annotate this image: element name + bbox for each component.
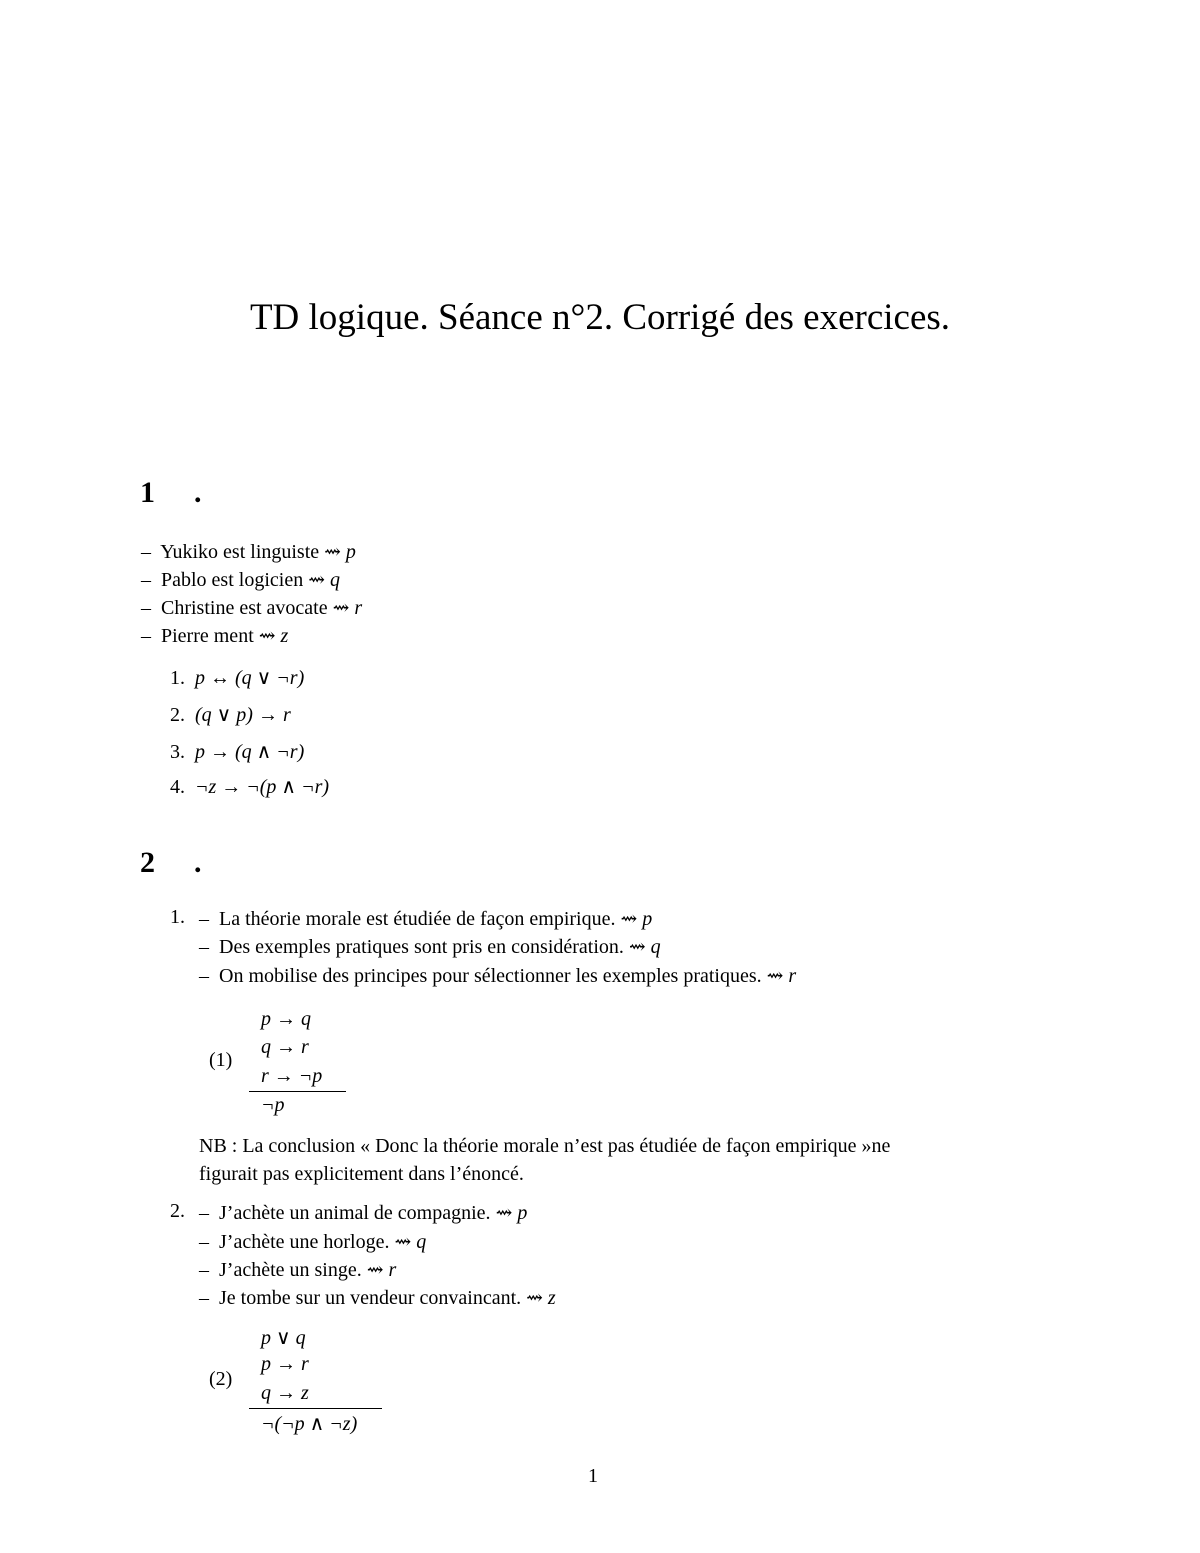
argument-label: (2) (209, 1368, 233, 1390)
section-number: 2 (140, 846, 155, 879)
page-number: 1 (588, 1465, 598, 1487)
note-line: NB : La conclusion « Donc la théorie morale n’est pas étudiée de façon empirique »ne (199, 1135, 891, 1157)
formula-item: 3. p → (q ∧ ¬r) (170, 741, 305, 763)
list-item: – Christine est avocate ⇝ r (141, 597, 363, 619)
list-item: – Yukiko est linguiste ⇝ p (141, 541, 356, 563)
argument-label: (1) (209, 1049, 233, 1071)
section-1-heading (140, 476, 202, 510)
list-item: – Pierre ment ⇝ z (141, 625, 289, 647)
inference-line (249, 1091, 346, 1092)
section-number: 1 (140, 476, 155, 509)
list-item: – Je tombe sur un vendeur convaincant. ⇝ z (199, 1287, 556, 1309)
formula-item: 4. ¬z → ¬(p ∧ ¬r) (170, 776, 330, 798)
section-dot: . (194, 476, 202, 509)
formula-item: 2. (q ∨ p) → r (170, 704, 291, 726)
list-item: – On mobilise des principes pour sélectionner les exemples pratiques. ⇝ r (199, 965, 797, 987)
premise: q → r (261, 1036, 309, 1058)
conclusion: ¬(¬p ∧ ¬z) (261, 1413, 358, 1435)
item-number: 2. (170, 1200, 185, 1222)
premise: p → r (261, 1353, 309, 1375)
list-item: – J’achète une horloge. ⇝ q (199, 1231, 427, 1253)
conclusion: ¬p (261, 1094, 285, 1116)
item-number: 1. (170, 906, 185, 928)
premise: p → q (261, 1008, 311, 1030)
inference-line (249, 1408, 382, 1409)
list-item: – Pablo est logicien ⇝ q (141, 569, 340, 591)
premise: r → ¬p (261, 1065, 323, 1087)
list-item: – La théorie morale est étudiée de façon empirique. ⇝ p (199, 908, 653, 930)
premise: p ∨ q (261, 1327, 306, 1349)
section-2-heading (140, 846, 202, 880)
list-item: – Des exemples pratiques sont pris en considération. ⇝ q (199, 936, 661, 958)
note-line: figurait pas explicitement dans l’énoncé. (199, 1163, 524, 1185)
formula-item: 1. p ↔ (q ∨ ¬r) (170, 667, 305, 689)
page-title: TD logique. Séance n°2. Corrigé des exercices. (249, 297, 951, 338)
list-item: – J’achète un singe. ⇝ r (199, 1259, 397, 1281)
premise: q → z (261, 1382, 309, 1404)
section-dot: . (194, 846, 202, 879)
list-item: – J’achète un animal de compagnie. ⇝ p (199, 1202, 528, 1224)
